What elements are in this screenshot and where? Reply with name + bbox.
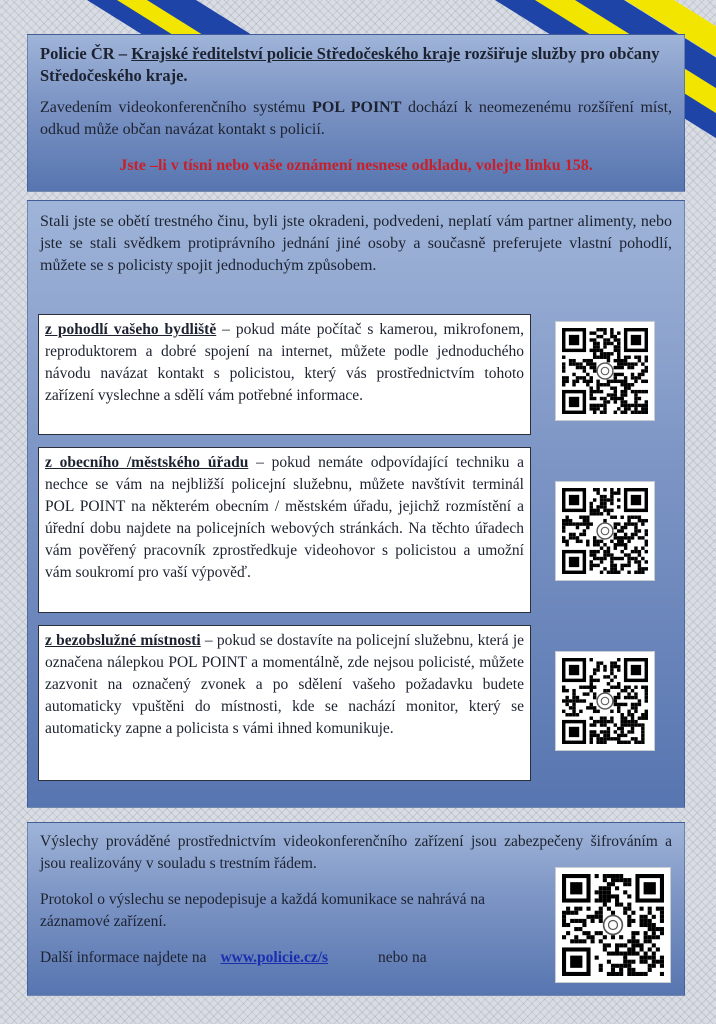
victim-intro: Stali jste se obětí trestného činu, byli jste okradeni, podvedeni, neplatí vám partner alimenty, nebo jste se stali svědkem protiprávního jednání jiné osoby a současně preferujete vlastní pohodlí, můžete se s policisty spojit jednoduchým způsobem.	[40, 213, 672, 274]
footer-panel	[27, 822, 685, 996]
qr-code-icon[interactable]	[555, 867, 671, 983]
qr-code-icon[interactable]	[555, 481, 655, 581]
heading-rest: rozšiřuje služby pro občany Středočeského kraje.	[40, 44, 660, 85]
page-heading	[40, 43, 672, 87]
option-text: – pokud se dostavíte na policejní služebnu, která je označena nálepkou POL POINT a momentálně, zde nejsou policisté, můžete zazvonit na označený zvonek a po sdělení vašeho požadavku budete automaticky vpuštěni do místnosti, kde se nachází monitor, který se automaticky zapne a policista s vámi ihned komunikuje.	[45, 632, 525, 737]
website-link[interactable]: www.policie.cz/s	[220, 949, 329, 966]
option-title: z pohodlí vašeho bydliště	[45, 321, 217, 338]
header-panel	[27, 34, 685, 192]
contact-options-panel	[27, 200, 685, 808]
option-text: – pokud nemáte odpovídající techniku a nechce se vám na nejbližší policejní služebnu, můžete navštívit terminál POL POINT na některém obecním / městském úřadu, jejichž rozmístění a úřední dobu najdete na policejních webových stránkách. Na těchto úřadech vám pověřený pracovník zprostředkuje videohovor s policistou a umožní vám soukromí pro vaší výpověď.	[45, 454, 524, 581]
emergency-notice: Jste –li v tísni nebo vaše oznámení nesnese odkladu, volejte linku 158.	[119, 157, 593, 174]
option-municipal-box	[38, 447, 531, 613]
option-title: z bezobslužné místnosti	[45, 632, 201, 649]
qr-code-icon[interactable]	[555, 651, 655, 751]
option-text: – pokud máte počítač s kamerou, mikrofonem, reproduktorem a dobré spojení na internet, můžete podle jednoduchého návodu navázat kontakt s policistou, který vás prostřednictvím tohoto zařízení vyslechne a sdělí vám potřebné informace.	[45, 321, 524, 404]
brand-name: Policie ČR –	[40, 44, 128, 63]
protocol-note: Protokol o výslechu se nepodepisuje a každá komunikace se nahrává na záznamové zařízení.	[40, 891, 486, 930]
more-info-line: Další informace najdete na www.policie.cz/s nebo na	[40, 949, 427, 966]
option-home-box	[38, 314, 531, 435]
region-name: Krajské ředitelství policie Středočeského kraje	[131, 44, 461, 63]
option-unattended-box	[38, 625, 531, 781]
intro-paragraph: Zavedením videokonferenčního systému POL POINT dochází k neomezenému rozšíření míst, odkud může občan navázat kontakt s policií.	[40, 99, 673, 138]
qr-code-icon[interactable]	[555, 321, 655, 421]
encryption-note: Výslechy prováděné prostřednictvím videokonferenčního zařízení jsou zabezpečeny šifrováním a jsou realizovány v souladu s trestním řádem.	[40, 833, 672, 872]
system-name: POL POINT	[312, 99, 402, 116]
option-title: z obecního /městského úřadu	[45, 454, 249, 471]
